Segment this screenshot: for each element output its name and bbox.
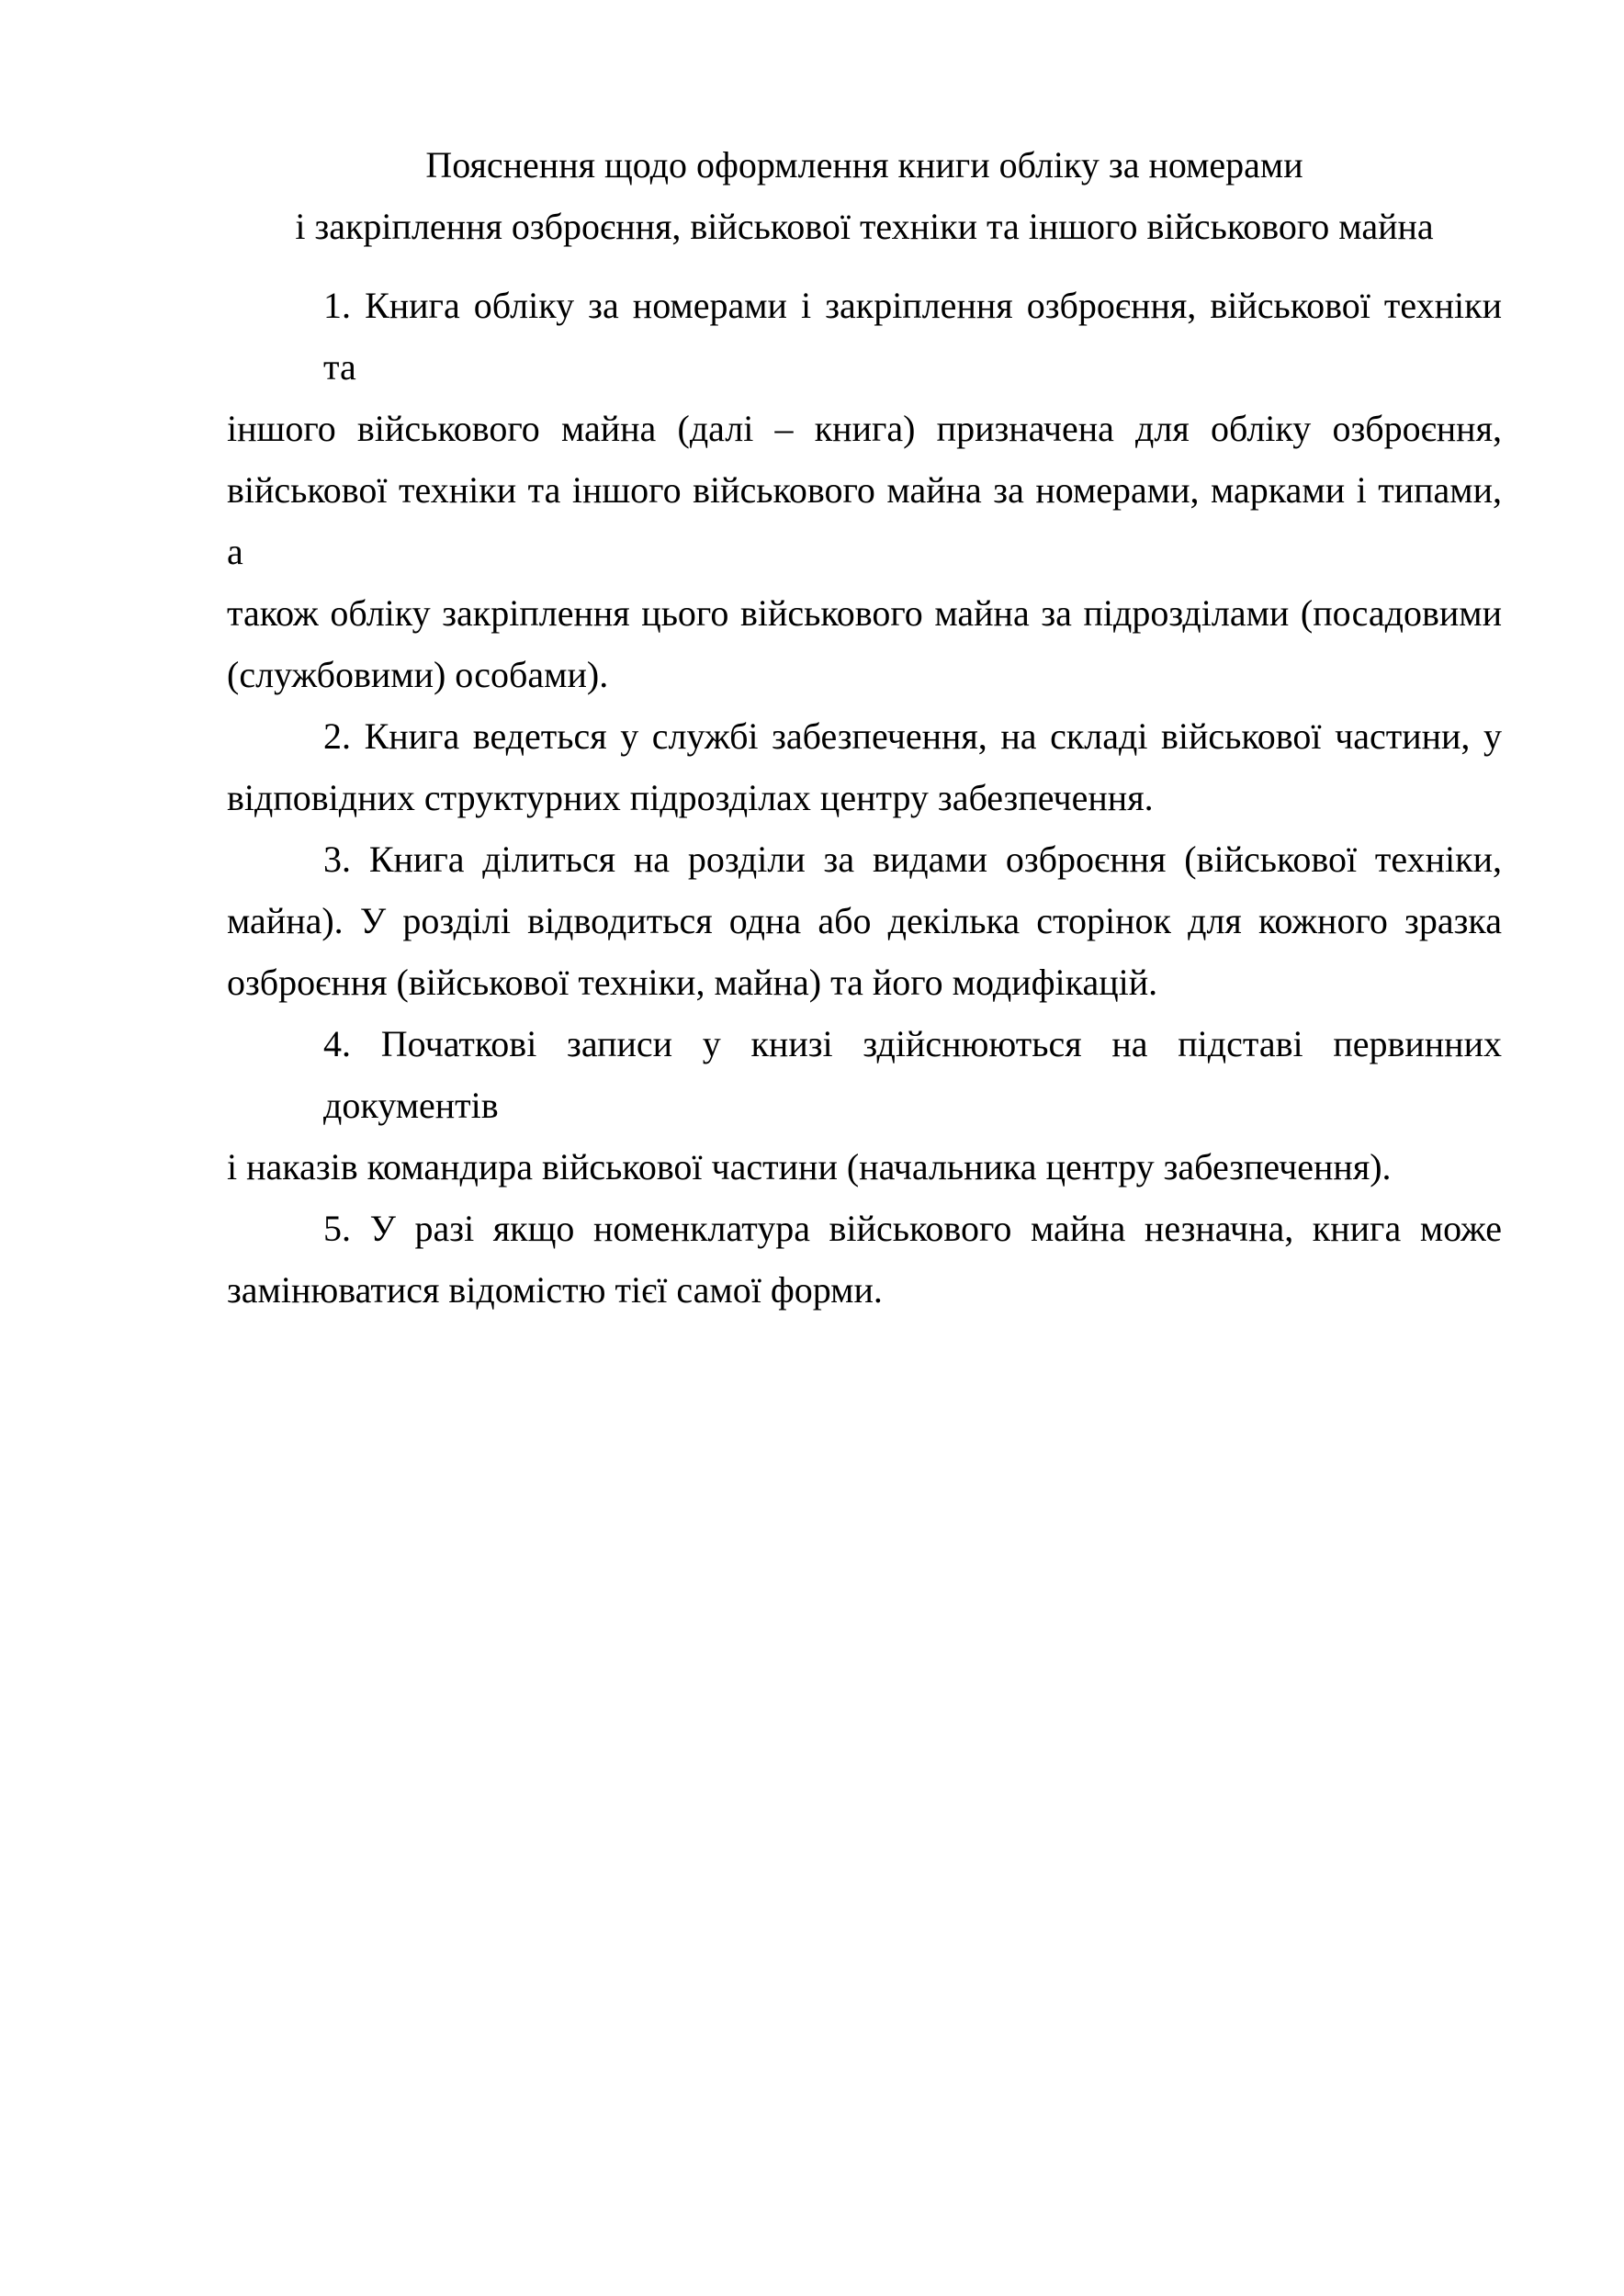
paragraph-1	[227, 275, 1502, 705]
text-line: військової техніки та іншого військового майна за номерами, марками і типами, а	[227, 469, 1502, 572]
document-title	[227, 134, 1502, 257]
document-body	[227, 275, 1502, 1321]
text-line: також обліку закріплення цього військового майна за підрозділами (посадовими	[227, 592, 1502, 634]
paragraph-5	[227, 1198, 1502, 1321]
paragraph-4	[227, 1013, 1502, 1198]
title-line-2: і закріплення озброєння, військової техніки та іншого військового майна	[295, 206, 1434, 247]
text-line: озброєння (військової техніки, майна) та його модифікацій.	[227, 962, 1158, 1003]
text-line: 5. У разі якщо номенклатура військового майна незначна, книга може	[323, 1208, 1502, 1249]
paragraph-2	[227, 705, 1502, 828]
text-line: відповідних структурних підрозділах центру забезпечення.	[227, 777, 1154, 818]
paragraph-3	[227, 828, 1502, 1013]
text-line: і наказів командира військової частини (начальника центру забезпечення).	[227, 1146, 1392, 1187]
text-line: іншого військового майна (далі – книга) призначена для обліку озброєння,	[227, 408, 1502, 449]
text-line: 1. Книга обліку за номерами і закріплення озброєння, військової техніки та	[323, 285, 1502, 388]
title-line-1: Пояснення щодо оформлення книги обліку за номерами	[425, 144, 1303, 186]
text-line: 2. Книга ведеться у службі забезпечення, на складі військової частини, у	[323, 715, 1502, 757]
text-line: (службовими) особами).	[227, 654, 609, 695]
text-line: замінюватися відомістю тієї самої форми.	[227, 1269, 883, 1311]
text-line: майна). У розділі відводиться одна або декілька сторінок для кожного зразка	[227, 900, 1502, 941]
text-line: 4. Початкові записи у книзі здійснюються на підставі первинних документів	[323, 1023, 1502, 1126]
text-line: 3. Книга ділиться на розділи за видами озброєння (військової техніки,	[323, 838, 1502, 880]
